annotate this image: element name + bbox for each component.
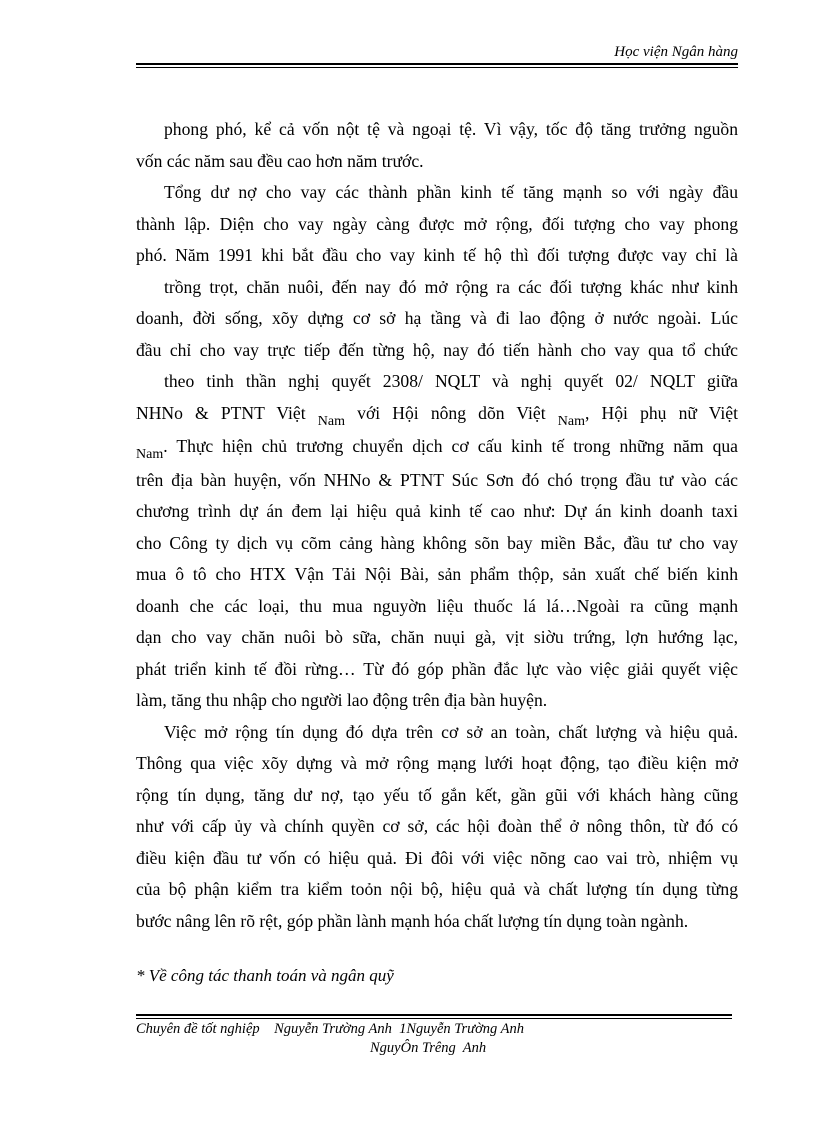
subscript-text: Nam xyxy=(136,447,164,462)
text-line: phó. Năm 1991 khi bắt đầu cho vay kinh tế hộ thì đối tượng được vay chỉ là xyxy=(136,245,738,265)
text-line: như với cấp ủy và chính quyền cơ sở, các hội đoàn thể ở nông thôn, từ đó có xyxy=(136,816,738,836)
footer-line-2: NguyÔn Trêng Anh xyxy=(370,1040,487,1056)
text-line: đầu chỉ cho vay trực tiếp đến từng hộ, nay đó tiến hành cho vay qua tổ chức xyxy=(136,339,738,360)
header-rule-thin xyxy=(136,67,738,68)
text-line xyxy=(136,431,738,465)
text-line: thành lập. Diện cho vay ngày càng được mở rộng, đối tượng cho vay phong xyxy=(136,213,738,234)
text-line: mua ô tô cho HTX Vận Tải Nội Bài, sản phẩm thộp, sản xuất chế biến kinh xyxy=(136,564,738,584)
text-line: trên địa bàn huyện, vốn NHNo & PTNT Súc Sơn đó chó trọng đầu tư vào các xyxy=(136,469,738,490)
subscript-text: Nam xyxy=(557,413,585,429)
text-fragment: , Hội phụ nữ Việt xyxy=(584,402,739,423)
text-fragment: với Hội nông dõn Việt xyxy=(345,402,558,423)
body-text xyxy=(136,114,738,937)
footer-rule-thick xyxy=(136,1014,732,1016)
text-line: điều kiện đầu tư vốn có hiệu quả. Đi đôi với việc nõng cao vai trò, nhiệm vụ xyxy=(136,847,738,868)
text-fragment: NHNo & PTNT Việt xyxy=(136,402,318,423)
text-line: theo tinh thần nghị quyết 2308/ NQLT và nghị quyết 02/ NQLT giữa xyxy=(164,371,738,391)
text-line: dạn cho vay chăn nuôi bò sữa, chăn nuụi gà, vịt siờu trứng, lợn hướng lạc, xyxy=(136,627,738,647)
footer-line-1 xyxy=(136,1021,524,1038)
footer-left: Chuyên đề tốt nghiệp xyxy=(136,1021,260,1037)
text-line: Thông qua việc xõy dựng và mở rộng mạng lưới hoạt động, tạo điều kiện mở xyxy=(136,753,738,773)
text-line: doanh che các loại, thu mua nguyờn liệu thuốc lá lá…Ngoài ra cũng mạnh xyxy=(136,595,738,616)
text-line: Tổng dư nợ cho vay các thành phần kinh tế tăng mạnh so với ngày đầu xyxy=(164,182,738,202)
text-line: Việc mở rộng tín dụng đó dựa trên cơ sở an toàn, chất lượng và hiệu quả. xyxy=(164,721,738,742)
text-line: phát triển kinh tế đồi rừng… Từ đó góp phần đắc lực vào việc giải quyết việc xyxy=(136,658,738,679)
text-line: phong phó, kể cả vốn nột tệ và ngoại tệ. Vì vậy, tốc độ tăng trưởng nguồn xyxy=(164,119,738,139)
header-rule-thick xyxy=(136,63,738,65)
text-line: trồng trọt, chăn nuôi, đến nay đó mở rộng ra các đối tượng khác như kinh xyxy=(164,276,738,297)
text-line: doanh, đời sống, xõy dựng cơ sở hạ tầng và đi lao động ở nước ngoài. Lúc xyxy=(136,308,738,328)
text-line: rộng tín dụng, tăng dư nợ, tạo yếu tố gắn kết, gần gũi với khách hàng cũng xyxy=(136,784,738,805)
text-line: làm, tăng thu nhập cho người lao động trên địa bàn huyện. xyxy=(136,690,548,710)
footer-rule-thin xyxy=(136,1018,732,1019)
text-line: chương trình dự án đem lại hiệu quả kinh tế cao như: Dự án kinh doanh taxi xyxy=(136,501,738,521)
text-fragment: . Thực hiện chủ trương chuyển dịch cơ cấu kinh tế trong những năm qua xyxy=(163,436,738,456)
text-line xyxy=(136,398,738,432)
text-line: cho Công ty dịch vụ cõm cảng hàng không sõn bay miền Bắc, đầu tư cho vay xyxy=(136,532,738,553)
footer-author: Nguyễn Trường Anh 1Nguyễn Trường Anh xyxy=(274,1021,525,1037)
text-line: vốn các năm sau đều cao hơn năm trước. xyxy=(136,150,424,171)
section-heading: * Về công tác thanh toán và ngân quỹ xyxy=(136,966,394,985)
header-title: Học viện Ngân hàng xyxy=(614,44,738,60)
subscript-text: Nam xyxy=(317,413,345,429)
text-line: của bộ phận kiểm tra kiểm toỏn nội bộ, hiệu quả và chất lượng tín dụng từng xyxy=(136,879,738,899)
text-line: bước nâng lên rõ rệt, góp phần lành mạnh hóa chất lượng tín dụng toàn ngành. xyxy=(136,910,689,931)
